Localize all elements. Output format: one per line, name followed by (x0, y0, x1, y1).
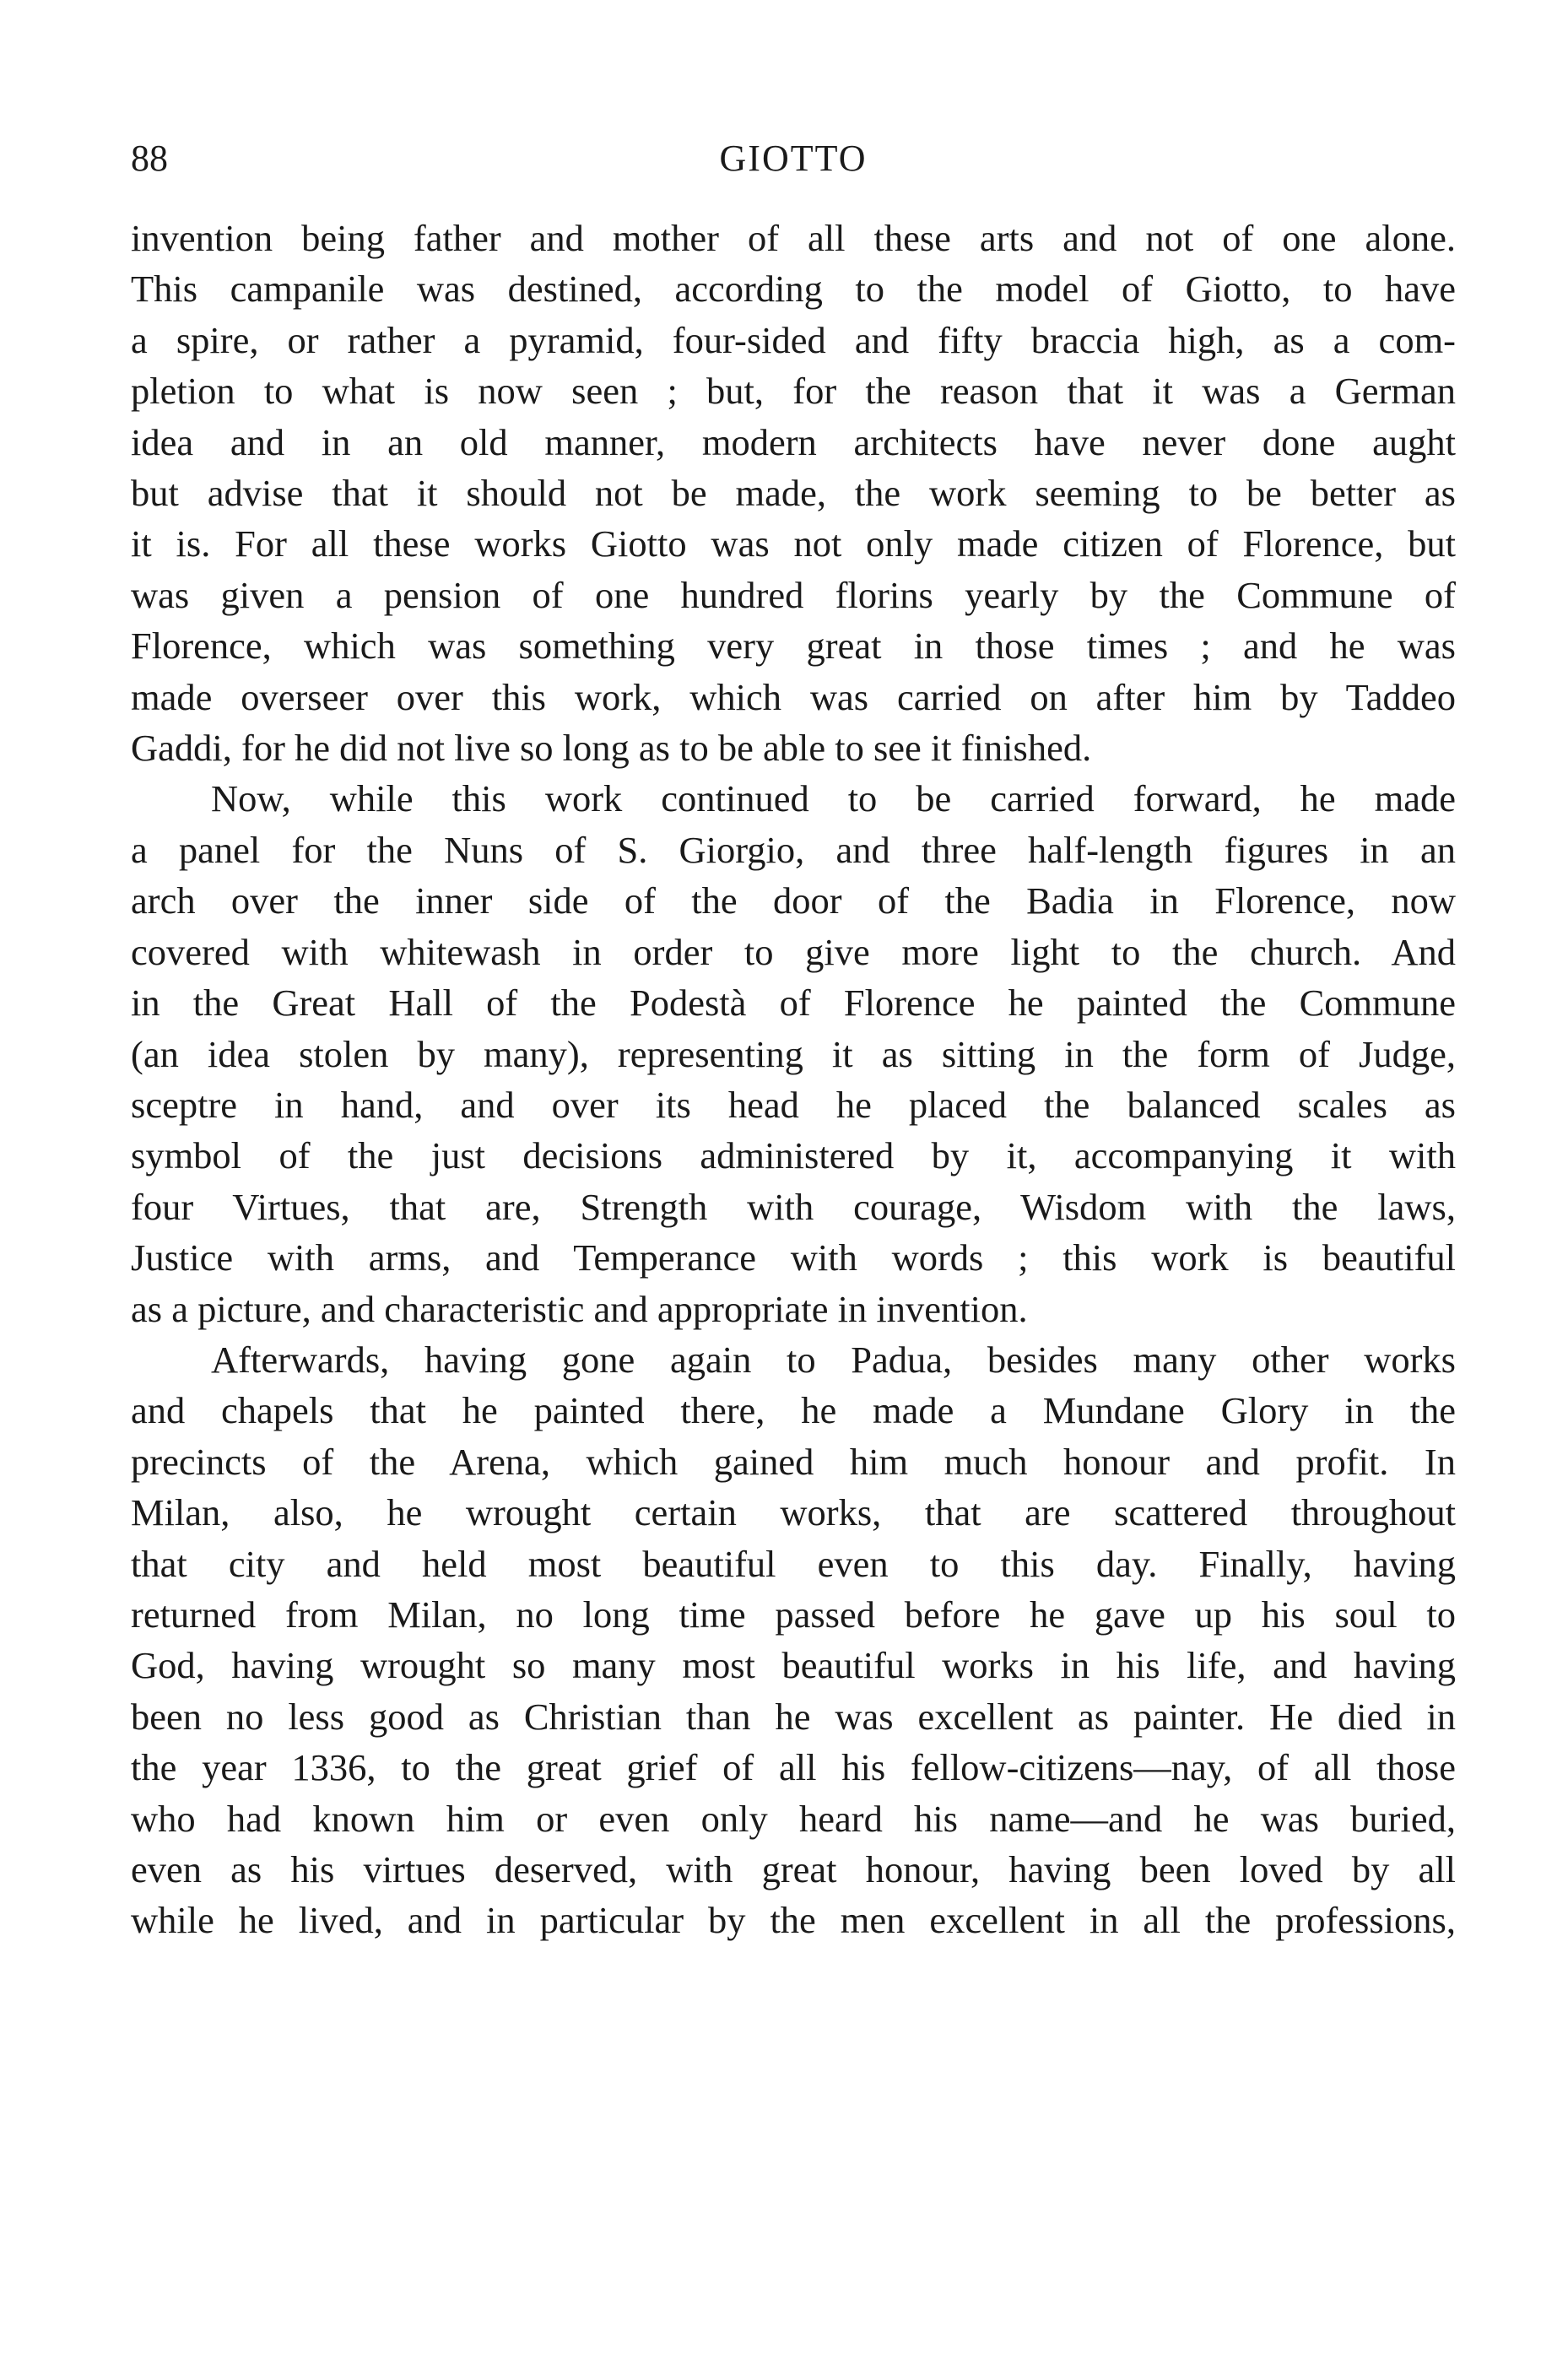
text-line: idea and in an old manner, modern architects have never done aught (131, 420, 1456, 463)
text-line: the year 1336, to the great grief of all his fellow-citizens—nay, of all those (131, 1746, 1456, 1789)
text-line: Justice with arms, and Temperance with words ; this work is beautiful (131, 1236, 1456, 1279)
text-line: been no less good as Christian than he was excellent as painter. He died in (131, 1695, 1456, 1738)
text-line: a spire, or rather a pyramid, four-sided and fifty braccia high, as a com- (131, 318, 1456, 361)
paragraph (131, 1334, 1456, 1946)
text-line: covered with whitewash in order to give more light to the church. And (131, 930, 1456, 973)
page-number: 88 (131, 138, 168, 179)
text-line: who had known him or even only heard his name—and he was buried, (131, 1797, 1456, 1840)
text-line: Florence, which was something very great in those times ; and he was (131, 625, 1456, 668)
text-line: arch over the inner side of the door of the Badia in Florence, now (131, 879, 1456, 922)
text-line: even as his virtues deserved, with great honour, having been loved by all (131, 1848, 1456, 1890)
text-line: a panel for the Nuns of S. Giorgio, and three half-length figures in an (131, 828, 1456, 871)
text-line: God, having wrought so many most beautiful works in his life, and having (131, 1644, 1456, 1687)
text-line: that city and held most beautiful even to this day. Finally, having (131, 1542, 1456, 1585)
text-line: made overseer over this work, which was carried on after him by Taddeo (131, 675, 1456, 718)
text-line: Gaddi, for he did not live so long as to be able to see it finished. (131, 727, 1092, 770)
text-line: while he lived, and in particular by the men excellent in all the professions, (131, 1899, 1456, 1942)
text-line: returned from Milan, no long time passed before he gave up his soul to (131, 1593, 1456, 1636)
text-line: it is. For all these works Giotto was not only made citizen of Florence, but (131, 522, 1456, 565)
running-title: GIOTTO (719, 138, 868, 179)
text-line: Afterwards, having gone again to Padua, besides many other works (211, 1338, 1456, 1381)
paragraph (131, 773, 1456, 1333)
text-line: invention being father and mother of all these arts and not of one alone. (131, 217, 1456, 259)
text-line: precincts of the Arena, which gained him much honour and profit. In (131, 1440, 1456, 1483)
text-line: four Virtues, that are, Strength with courage, Wisdom with the laws, (131, 1185, 1456, 1228)
text-line: sceptre in hand, and over its head he placed the balanced scales as (131, 1083, 1456, 1126)
text-line: as a picture, and characteristic and appropriate in invention. (131, 1287, 1028, 1330)
text-line: was given a pension of one hundred florins yearly by the Commune of (131, 573, 1456, 616)
text-line: in the Great Hall of the Podestà of Florence he painted the Commune (131, 982, 1456, 1025)
text-line: pletion to what is now seen ; but, for the reason that it was a German (131, 370, 1456, 413)
text-line: symbol of the just decisions administered by it, accompanying it with (131, 1134, 1456, 1177)
text-line: This campanile was destined, according to the model of Giotto, to have (131, 268, 1456, 311)
body-text (131, 213, 1456, 1946)
text-line: but advise that it should not be made, the work seeming to be better as (131, 472, 1456, 515)
text-line: (an idea stolen by many), representing it as sitting in the form of Judge, (131, 1032, 1456, 1075)
running-head (131, 133, 1456, 184)
paragraph (131, 213, 1456, 773)
text-line: Milan, also, he wrought certain works, that are scattered throughout (131, 1491, 1456, 1534)
text-line: and chapels that he painted there, he made a Mundane Glory in the (131, 1389, 1456, 1432)
text-line: Now, while this work continued to be carried forward, he made (211, 777, 1456, 820)
